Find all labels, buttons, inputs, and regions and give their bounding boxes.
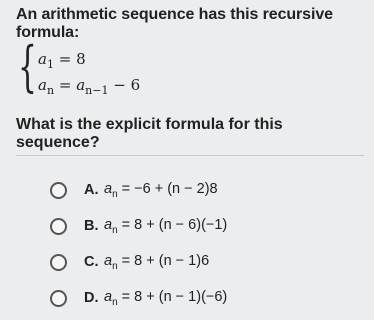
option-letter: B. [84,218,99,234]
formula-sub: n [112,224,118,236]
option-formula [104,181,218,200]
answer-options [50,172,350,316]
formula-sub: n [112,296,118,308]
recursive-equation [38,76,140,97]
eq2-equals: = [58,76,72,94]
eq2-var: a [38,76,47,94]
eq1-var: a [38,50,47,68]
formula-var: a [104,216,113,233]
eq2-sub: n [46,84,55,97]
formula-expr: = 8 + (n − 6)(−1) [121,216,228,233]
question-text: An arithmetic sequence has this recursive formula: [16,6,333,41]
formula-expr: = 8 + (n − 1)6 [121,252,210,269]
option-formula [104,217,227,236]
formula-sub: n [112,188,118,200]
radio-a[interactable] [50,182,67,199]
option-c[interactable] [50,244,350,280]
eq1-sub: 1 [46,58,54,71]
formula-sub: n [112,260,118,272]
eq1-rhs: = 8 [58,50,86,68]
recursive-formula [18,35,178,102]
option-b[interactable] [50,208,350,244]
radio-c[interactable] [50,254,67,271]
formula-var: a [104,180,113,197]
formula-expr: = 8 + (n − 1)(−6) [121,288,228,305]
divider [16,155,364,156]
formula-expr: = −6 + (n − 2)8 [121,180,218,197]
eq2-rhs-tail: − 6 [113,76,141,94]
left-brace: { [18,35,37,98]
formula-var: a [104,288,113,305]
option-formula [104,253,209,272]
initial-term-equation [38,50,86,71]
formula-var: a [104,252,113,269]
option-letter: A. [84,182,99,198]
option-letter: C. [84,254,99,270]
radio-d[interactable] [50,290,67,307]
sub-question-text: What is the explicit formula for this sequence? [16,116,283,151]
option-d[interactable] [50,280,350,316]
option-formula [104,289,227,308]
eq2-rhs-sub: n−1 [85,84,109,97]
eq2-rhs-var: a [76,76,86,94]
option-a[interactable] [50,172,350,208]
option-letter: D. [84,290,99,306]
radio-b[interactable] [50,218,67,235]
